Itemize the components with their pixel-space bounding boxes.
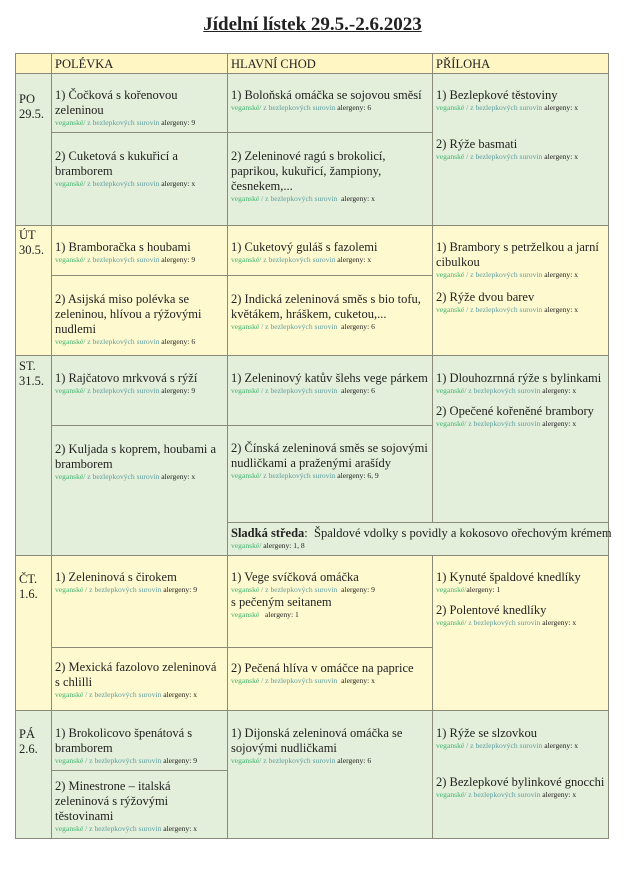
main-course-cell <box>227 555 433 648</box>
gluten-free-tag: / z bezlepkových surovin <box>464 103 543 112</box>
allergens: alergeny: 1 <box>259 610 299 619</box>
gluten-free-tag: / z bezlepkových surovin <box>259 676 338 685</box>
dish-name: 1) Brokolicovo špenátová s bramborem <box>55 726 193 755</box>
menu-item <box>55 292 224 347</box>
dish-name: 1) Rýže se slzovkou <box>436 726 538 740</box>
menu-item <box>55 660 224 700</box>
diet-tags <box>231 471 429 481</box>
diet-tags <box>436 103 605 113</box>
menu-item <box>231 661 429 686</box>
allergens: alergeny: x <box>159 179 196 188</box>
menu-item <box>436 775 605 800</box>
allergens: alergeny: 1 <box>466 585 501 594</box>
diet-tags <box>231 585 429 595</box>
allergens: alergeny: x <box>542 270 579 279</box>
allergens: alergeny: x <box>542 103 579 112</box>
vegan-tag: veganské <box>55 690 84 699</box>
vegan-tag: veganské/ <box>436 419 467 428</box>
main-course-cell <box>227 647 433 711</box>
main-course-cell <box>227 425 433 523</box>
gluten-free-tag: z bezlepkových surovin <box>85 255 160 264</box>
allergens: alergeny: x <box>159 472 196 481</box>
allergens: alergeny: 6 <box>337 386 375 395</box>
gluten-free-tag: z bezlepkových surovin <box>261 756 336 765</box>
menu-item <box>231 595 429 620</box>
soup-cell <box>51 275 228 356</box>
gluten-free-tag: / z bezlepkových surovin <box>259 194 338 203</box>
soup-cell <box>51 225 228 276</box>
menu-item <box>55 88 224 128</box>
gluten-free-tag: z bezlepkových surovin <box>261 471 336 480</box>
diet-tags <box>55 585 224 595</box>
menu-item <box>55 726 224 766</box>
day-date: 1.6. <box>19 587 38 601</box>
diet-tags <box>55 179 224 189</box>
allergens: alergeny: 9 <box>159 386 196 395</box>
vegan-tag: veganské/ <box>55 472 86 481</box>
dish-name: 2) Asijská miso polévka se zeleninou, hlívou a rýžovými nudlemi <box>55 292 202 336</box>
dish-name: 2) Bezlepkové bylinkové gnocchi <box>436 775 605 789</box>
sweet-wednesday-cell <box>227 522 612 556</box>
diet-tags <box>231 756 429 766</box>
vegan-tag: veganské <box>231 610 260 619</box>
day-label-cell <box>15 73 52 226</box>
menu-item <box>436 726 605 751</box>
menu-item <box>436 290 605 315</box>
vegan-tag: veganské <box>55 824 84 833</box>
soup-cell <box>51 555 228 648</box>
menu-item <box>231 570 429 595</box>
allergens: alergeny: x <box>540 386 577 395</box>
gluten-free-tag: / z bezlepkových surovin <box>83 756 162 765</box>
allergens: alergeny: x <box>542 152 579 161</box>
vegan-tag: veganské/ <box>231 103 262 112</box>
diet-tags <box>436 741 605 751</box>
vegan-tag: veganské/ <box>55 386 86 395</box>
vegan-tag: veganské <box>436 270 465 279</box>
menu-item <box>55 442 224 482</box>
diet-tags <box>231 255 429 265</box>
allergens: alergeny: 9 <box>337 585 375 594</box>
diet-tags <box>231 610 429 620</box>
menu-item <box>436 603 605 628</box>
dish-name: 2) Rýže basmati <box>436 137 518 151</box>
main-course-cell <box>227 73 433 133</box>
sweet-item <box>231 526 612 551</box>
menu-item <box>436 137 605 162</box>
day-name: ČT. <box>19 572 38 586</box>
main-course-cell <box>227 710 433 839</box>
menu-item <box>436 570 605 595</box>
menu-item <box>231 726 429 766</box>
dish-name: 1) Rajčatovo mrkvová s rýží <box>55 371 198 385</box>
dish-name: 1) Kynuté špaldové knedlíky <box>436 570 581 584</box>
gluten-free-tag: z bezlepkových surovin <box>85 386 160 395</box>
side-dish-cell <box>432 355 609 523</box>
gluten-free-tag: / z bezlepkových surovin <box>83 690 162 699</box>
day-name: ÚT <box>19 228 36 242</box>
dish-name <box>231 526 612 541</box>
allergens: alergeny: x <box>542 305 579 314</box>
allergens: alergeny: 1, 8 <box>261 541 305 550</box>
gluten-free-tag: / z bezlepkových surovin <box>83 585 162 594</box>
main-course-cell <box>227 355 433 426</box>
gluten-free-tag: / z bezlepkových surovin <box>259 322 338 331</box>
dish-name: 2) Indická zeleninová směs s bio tofu, květákem, hráškem, cuketou,... <box>231 292 421 321</box>
menu-item <box>231 149 429 204</box>
soup-cell <box>51 425 228 556</box>
diet-tags <box>231 194 429 204</box>
dish-name: 1) Čočková s kořenovou zeleninou <box>55 88 178 117</box>
day-date: 31.5. <box>19 374 44 388</box>
day-label-cell <box>15 555 52 711</box>
vegan-tag: veganské <box>436 152 465 161</box>
diet-tags <box>55 386 224 396</box>
vegan-tag: veganské <box>231 194 260 203</box>
dish-name: 2) Mexická fazolovo zeleninová s chlilli <box>55 660 217 689</box>
column-header: POLÉVKA <box>51 53 228 74</box>
menu-item <box>436 240 605 280</box>
dish-name: 1) Bramboračka s houbami <box>55 240 191 254</box>
menu-item <box>231 441 429 481</box>
diet-tags <box>55 255 224 265</box>
vegan-tag: veganské/ <box>55 337 86 346</box>
column-header <box>15 53 52 74</box>
dish-name: 2) Cuketová s kukuřicí a bramborem <box>55 149 178 178</box>
gluten-free-tag: z bezlepkových surovin <box>85 472 160 481</box>
main-course-cell <box>227 132 433 226</box>
diet-tags <box>436 152 605 162</box>
allergens: alergeny: 6, 9 <box>335 471 379 480</box>
dish-name: 1) Dijonská zeleninová omáčka se sojovými nudličkami <box>231 726 403 755</box>
vegan-tag: veganské <box>436 103 465 112</box>
diet-tags <box>55 118 224 128</box>
vegan-tag: veganské <box>55 756 84 765</box>
soup-cell <box>51 73 228 133</box>
allergens: alergeny: 6 <box>159 337 196 346</box>
dish-name: 1) Brambory s petrželkou a jarní cibulkou <box>436 240 599 269</box>
allergens: alergeny: 9 <box>159 118 196 127</box>
page-title: Jídelní lístek 29.5.-2.6.2023 <box>203 14 422 35</box>
sweet-label: Sladká středa <box>231 526 305 540</box>
day-label-cell <box>15 710 52 839</box>
vegan-tag: veganské/ <box>55 179 86 188</box>
dish-name: s pečeným seitanem <box>231 595 332 609</box>
diet-tags <box>436 790 605 800</box>
day-label-cell <box>15 355 52 556</box>
allergens: alergeny: x <box>161 690 198 699</box>
vegan-tag: veganské <box>231 322 260 331</box>
gluten-free-tag: z bezlepkových surovin <box>466 790 541 799</box>
dish-name: 2) Kuljada s koprem, houbami a bramborem <box>55 442 217 471</box>
diet-tags <box>231 386 429 396</box>
gluten-free-tag: z bezlepkových surovin <box>261 103 336 112</box>
gluten-free-tag: / z bezlepkových surovin <box>464 270 543 279</box>
sweet-name: Špaldové vdolky s povidly a kokosovo ořechovým krémem <box>314 526 612 540</box>
diet-tags <box>436 419 605 429</box>
soup-cell <box>51 132 228 226</box>
side-dish-cell <box>432 710 609 839</box>
vegan-tag: veganské <box>436 305 465 314</box>
dish-name: 2) Rýže dvou barev <box>436 290 535 304</box>
diet-tags <box>55 824 224 834</box>
allergens: alergeny: x <box>540 790 577 799</box>
vegan-tag: veganské/ <box>436 585 467 594</box>
dish-name: 1) Zeleninová s čirokem <box>55 570 177 584</box>
day-label-cell <box>15 225 52 356</box>
dish-name: 2) Zeleninové ragú s brokolicí, paprikou, kukuřicí, žampiony, česnekem,... <box>231 149 386 193</box>
vegan-tag: veganské/ <box>231 541 262 550</box>
vegan-tag: veganské/ <box>231 471 262 480</box>
vegan-tag: veganské/ <box>436 386 467 395</box>
day-name: ST. <box>19 359 36 373</box>
day-date: 2.6. <box>19 742 38 756</box>
allergens: alergeny: 9 <box>159 255 196 264</box>
day-name: PO <box>19 92 35 106</box>
diet-tags <box>436 305 605 315</box>
menu-item <box>55 240 224 265</box>
soup-cell <box>51 647 228 711</box>
column-header: PŘÍLOHA <box>432 53 609 74</box>
menu-item <box>436 404 605 429</box>
dish-name: 2) Čínská zeleninová směs se sojovými nudličkami a praženými arašídy <box>231 441 428 470</box>
diet-tags <box>55 690 224 700</box>
dish-name: 2) Pečená hlíva v omáčce na paprice <box>231 661 414 675</box>
gluten-free-tag: z bezlepkových surovin <box>466 386 541 395</box>
main-course-cell <box>227 225 433 276</box>
sweet-colon: : <box>304 526 315 540</box>
menu-item <box>55 149 224 189</box>
diet-tags <box>231 676 429 686</box>
vegan-tag: veganské <box>436 741 465 750</box>
dish-name: 1) Dlouhozrnná rýže s bylinkami <box>436 371 602 385</box>
main-course-cell <box>227 275 433 356</box>
menu-item <box>231 371 429 396</box>
menu-item <box>231 88 429 113</box>
dish-name: 1) Zeleninový katův šlehs vege párkem <box>231 371 428 385</box>
diet-tags <box>55 337 224 347</box>
side-dish-cell <box>432 225 609 356</box>
column-header: HLAVNÍ CHOD <box>227 53 433 74</box>
dish-name: 1) Boloňská omáčka se sojovou směsí <box>231 88 422 102</box>
vegan-tag: veganské <box>231 386 260 395</box>
day-date: 29.5. <box>19 107 44 121</box>
allergens: alergeny: 6 <box>335 103 372 112</box>
soup-cell <box>51 355 228 426</box>
diet-tags <box>55 756 224 766</box>
side-dish-cell <box>432 73 609 226</box>
menu-item <box>55 371 224 396</box>
diet-tags <box>231 541 605 551</box>
dish-name: 1) Vege svíčková omáčka <box>231 570 359 584</box>
gluten-free-tag: z bezlepkových surovin <box>85 118 160 127</box>
soup-cell <box>51 770 228 839</box>
allergens: alergeny: x <box>335 255 372 264</box>
vegan-tag: veganské <box>55 585 84 594</box>
dish-name: 1) Cuketový guláš s fazolemi <box>231 240 378 254</box>
vegan-tag: veganské/ <box>436 790 467 799</box>
allergens: alergeny: x <box>542 741 579 750</box>
gluten-free-tag: / z bezlepkových surovin <box>259 585 338 594</box>
gluten-free-tag: z bezlepkových surovin <box>466 618 541 627</box>
diet-tags <box>436 386 605 396</box>
gluten-free-tag: / z bezlepkových surovin <box>83 824 162 833</box>
vegan-tag: veganské/ <box>55 118 86 127</box>
dish-name: 1) Bezlepkové těstoviny <box>436 88 558 102</box>
dish-name: 2) Opečené kořeněné brambory <box>436 404 594 418</box>
allergens: alergeny: x <box>161 824 198 833</box>
vegan-tag: veganské/ <box>231 756 262 765</box>
menu-item <box>55 570 224 595</box>
diet-tags <box>231 322 429 332</box>
diet-tags <box>436 270 605 280</box>
gluten-free-tag: / z bezlepkových surovin <box>464 305 543 314</box>
vegan-tag: veganské/ <box>231 255 262 264</box>
dish-name: 2) Minestrone – italská zeleninová s rýžovými těstovinami <box>55 779 171 823</box>
gluten-free-tag: z bezlepkových surovin <box>85 179 160 188</box>
vegan-tag: veganské <box>231 585 260 594</box>
day-date: 30.5. <box>19 243 44 257</box>
soup-cell <box>51 710 228 771</box>
menu-item <box>231 292 429 332</box>
vegan-tag: veganské/ <box>436 618 467 627</box>
vegan-tag: veganské <box>231 676 260 685</box>
allergens: alergeny: x <box>540 618 577 627</box>
gluten-free-tag: / z bezlepkových surovin <box>464 741 543 750</box>
gluten-free-tag: z bezlepkových surovin <box>85 337 160 346</box>
allergens: alergeny: x <box>337 194 375 203</box>
diet-tags <box>436 618 605 628</box>
menu-item <box>436 88 605 113</box>
menu-item <box>55 779 224 834</box>
allergens: alergeny: 6 <box>337 322 375 331</box>
gluten-free-tag: z bezlepkových surovin <box>261 255 336 264</box>
allergens: alergeny: x <box>337 676 375 685</box>
gluten-free-tag: / z bezlepkových surovin <box>259 386 338 395</box>
allergens: alergeny: x <box>540 419 577 428</box>
menu-item <box>231 240 429 265</box>
menu-item <box>436 371 605 396</box>
gluten-free-tag: / z bezlepkových surovin <box>464 152 543 161</box>
allergens: alergeny: 9 <box>161 756 198 765</box>
gluten-free-tag: z bezlepkových surovin <box>466 419 541 428</box>
side-dish-cell <box>432 555 609 711</box>
diet-tags <box>231 103 429 113</box>
dish-name: 2) Polentové knedlíky <box>436 603 547 617</box>
allergens: alergeny: 9 <box>161 585 198 594</box>
diet-tags <box>436 585 605 595</box>
day-name: PÁ <box>19 727 35 741</box>
allergens: alergeny: 6 <box>335 756 372 765</box>
vegan-tag: veganské/ <box>55 255 86 264</box>
diet-tags <box>55 472 224 482</box>
